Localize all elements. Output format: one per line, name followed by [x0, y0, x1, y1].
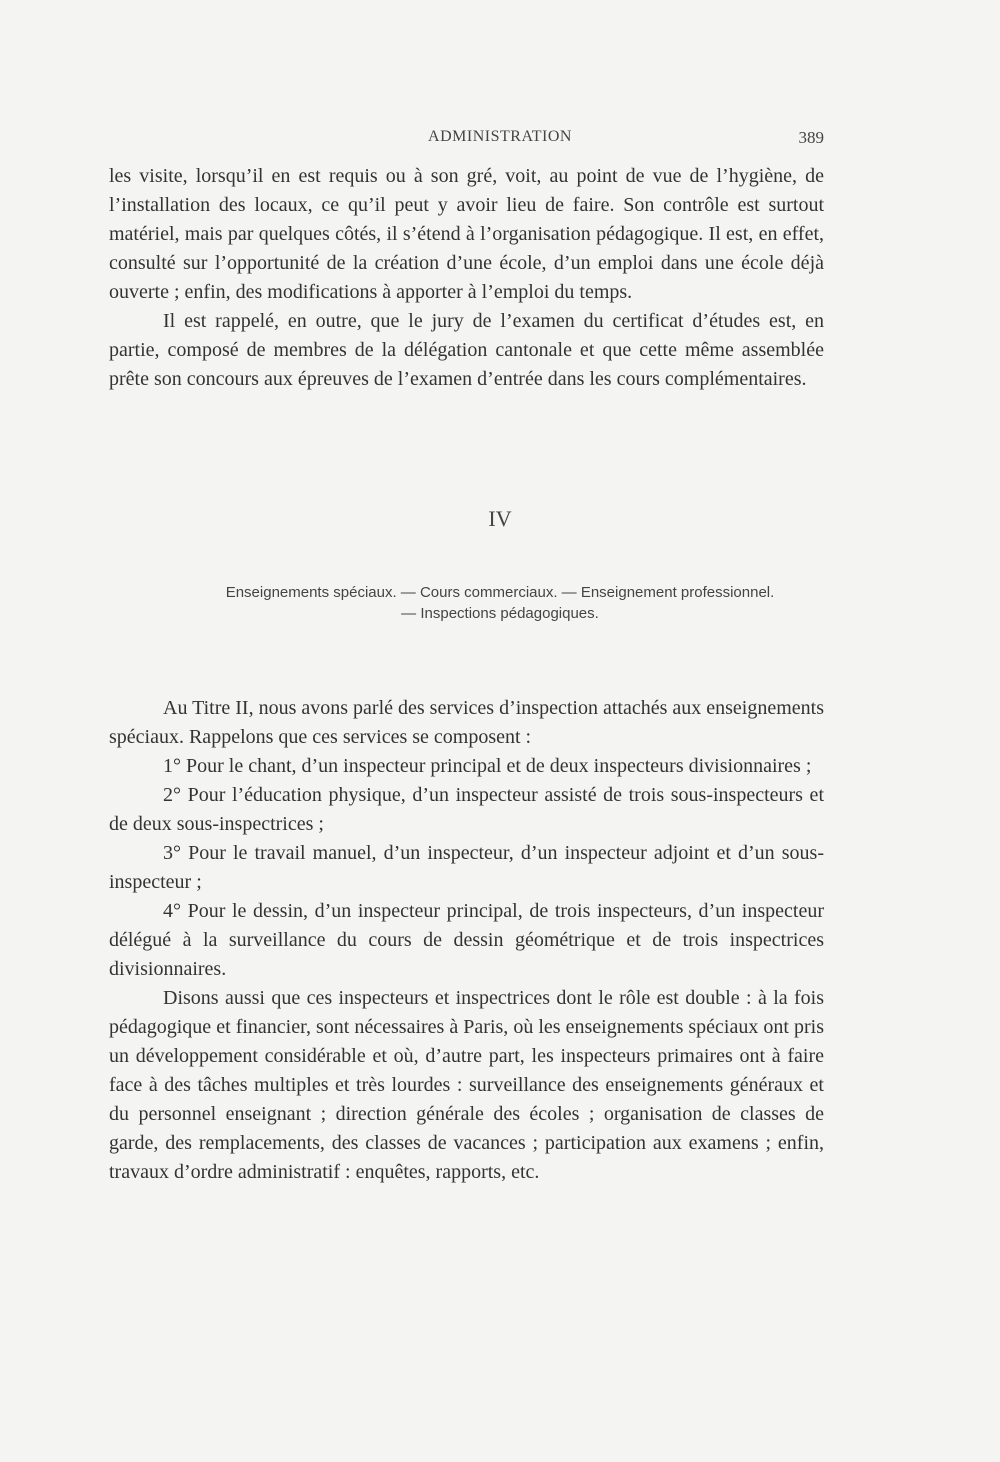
section-number: IV	[488, 506, 512, 531]
paragraph: Il est rappelé, en outre, que le jury de l’examen du certificat d’études est, en partie, composé de membres de la délégation cantonale et que cette même assemblée prête son concours aux épreuves de l’examen d’entrée dans les cours complémentaires.	[109, 310, 824, 390]
running-title: ADMINISTRATION	[428, 128, 572, 145]
section-subtitle-line: Enseignements spéciaux. — Cours commerciaux. — Enseignement professionnel.	[225, 584, 775, 601]
list-item: 3° Pour le travail manuel, d’un inspecteur, d’un inspecteur adjoint et d’un sous-inspecteur ;	[109, 842, 824, 893]
section-subtitle	[150, 582, 850, 624]
list-item: 1° Pour le chant, d’un inspecteur principal et de deux inspecteurs divisionnaires ;	[163, 755, 812, 777]
section-subtitle-line: — Inspections pédagogiques.	[401, 605, 599, 622]
paragraph: Au Titre II, nous avons parlé des services d’inspection attachés aux enseignements spéciaux. Rappelons que ces services se composent :	[109, 697, 824, 748]
list-item: 2° Pour l’éducation physique, d’un inspecteur assisté de trois sous-inspecteurs et de deux sous-inspectrices ;	[109, 784, 824, 835]
body-text-top	[109, 162, 824, 394]
body-text-bottom	[109, 694, 824, 1187]
paragraph: Disons aussi que ces inspecteurs et inspectrices dont le rôle est double : à la fois pédagogique et financier, sont nécessaires à Paris, où les enseignements spéciaux ont pris un développement considérable et où, d’autre part, les inspecteurs primaires ont à faire face à des tâches multiples et très lourdes : surveillance des enseignements généraux et du personnel enseignant ; direction générale des écoles ; organisation de classes de garde, des remplacements, des classes de vacances ; participation aux examens ; enfin, travaux d’ordre administratif : enquêtes, rapports, etc.	[109, 987, 824, 1183]
page-number: 389	[798, 128, 824, 147]
paragraph: les visite, lorsqu’il en est requis ou à son gré, voit, au point de vue de l’hygiène, de l’installation des locaux, ce qu’il peut y avoir lieu de faire. Son contrôle est surtout matériel, mais par quelques côtés, il s’étend à l’organisation pédagogique. Il est, en effet, consulté sur l’opportunité de la création d’une école, d’un emploi dans une école déjà ouverte ; enfin, des modifications à apporter à l’emploi du temps.	[109, 165, 824, 303]
list-item: 4° Pour le dessin, d’un inspecteur principal, de trois inspecteurs, d’un inspecteur délégué à la surveillance du cours de dessin géométrique et de trois inspectrices divisionnaires.	[109, 900, 824, 980]
running-head	[0, 128, 1000, 152]
